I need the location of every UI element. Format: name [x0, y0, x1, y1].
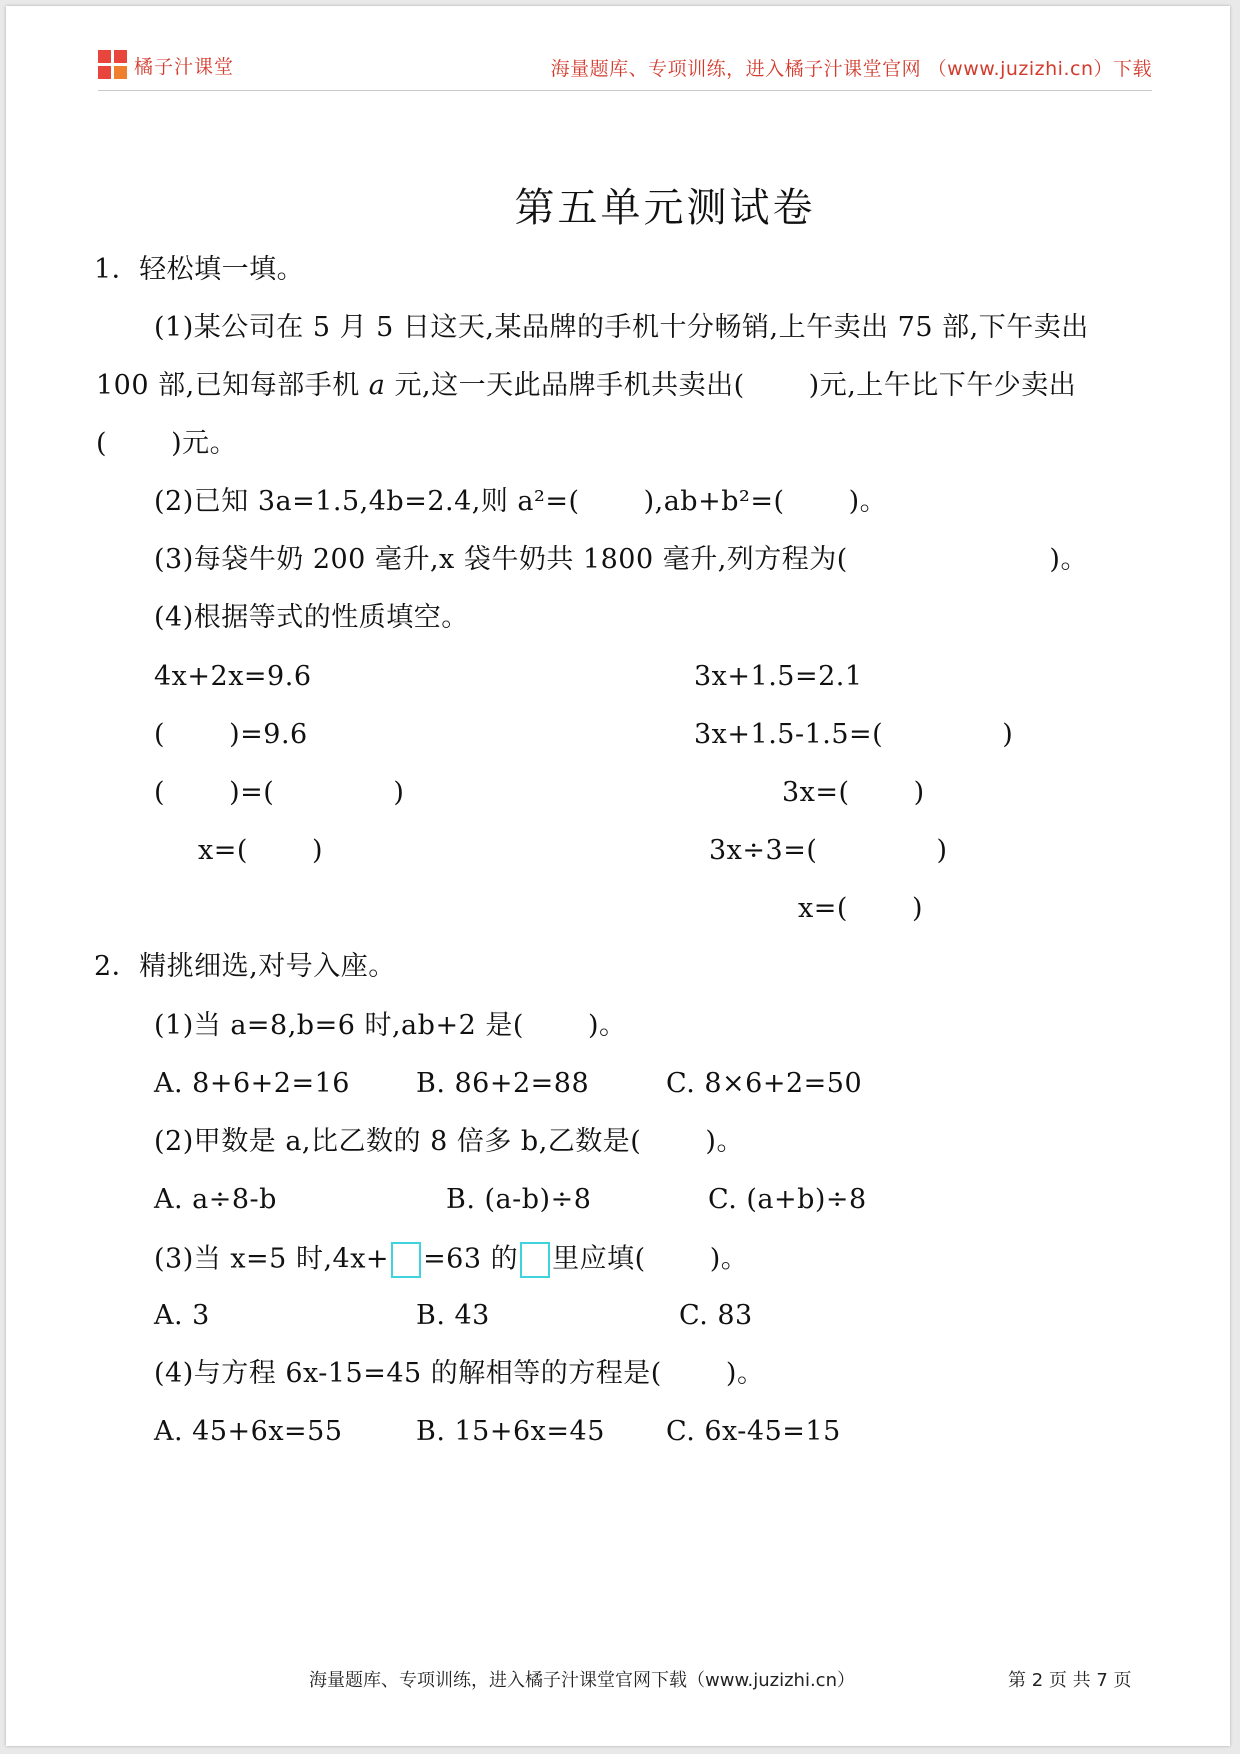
- s2-q2-option-b: B. (a-b)÷8: [446, 1184, 592, 1215]
- s2-q3-option-c: C. 83: [679, 1300, 753, 1331]
- s2-q1: (1)当 a=8,b=6 时,ab+2 是( )。: [154, 1010, 627, 1041]
- s2-q1-option-a: A. 8+6+2=16: [154, 1068, 350, 1099]
- s2-q3-text-b: =63 的: [423, 1243, 519, 1275]
- right-equation-5: x=( ): [798, 893, 923, 924]
- s2-q2-option-c: C. (a+b)÷8: [708, 1184, 867, 1215]
- logo-icon: [98, 50, 128, 80]
- section2-heading: 2．精挑细选,对号入座。: [94, 951, 396, 982]
- s1-q1-line3: ( )元。: [96, 428, 238, 459]
- s2-q3-option-b: B. 43: [416, 1300, 490, 1331]
- s2-q1-option-c: C. 8×6+2=50: [666, 1068, 863, 1099]
- brand-logo: [98, 50, 234, 80]
- s2-q4: (4)与方程 6x-15=45 的解相等的方程是( )。: [154, 1358, 765, 1389]
- document-page: [6, 6, 1230, 1746]
- section1-heading: 1．轻松填一填。: [94, 254, 305, 285]
- right-equation-3: 3x=( ): [782, 777, 925, 808]
- right-equation-1: 3x+1.5=2.1: [694, 661, 863, 692]
- s1-q1-variable: a: [368, 370, 386, 401]
- left-equation-3: ( )=( ): [154, 777, 405, 808]
- s1-q1-line2-a: 100 部,已知每部手机: [96, 370, 369, 401]
- s1-q1-line1: (1)某公司在 5 月 5 日这天,某品牌的手机十分畅销,上午卖出 75 部,下午卖出: [154, 312, 1089, 343]
- s2-q3-option-a: A. 3: [154, 1300, 210, 1331]
- page-number: 第 2 页 共 7 页: [1008, 1670, 1132, 1691]
- right-equation-2: 3x+1.5-1.5=( ): [694, 719, 1014, 750]
- s1-q3: (3)每袋牛奶 200 毫升,x 袋牛奶共 1800 毫升,列方程为( )。: [154, 544, 1088, 575]
- s2-q3-text-a: (3)当 x=5 时,4x+: [154, 1243, 390, 1275]
- left-equation-4: x=( ): [198, 835, 323, 866]
- right-equation-4: 3x÷3=( ): [709, 835, 948, 866]
- s1-q4: (4)根据等式的性质填空。: [154, 602, 469, 633]
- header-tagline: 海量题库、专项训练，进入橘子汁课堂官网 （www.juzizhi.cn）下载: [550, 58, 1152, 80]
- s2-q3-text-c: 里应填( )。: [552, 1243, 749, 1275]
- s2-q4-option-c: C. 6x-45=15: [666, 1416, 841, 1447]
- s1-q1-line2-b: 元,这一天此品牌手机共卖出( )元,上午比下午少卖出: [385, 370, 1077, 401]
- footer-text: 海量题库、专项训练，进入橘子汁课堂官网下载（www.juzizhi.cn）: [309, 1670, 855, 1691]
- blank-box-2: [520, 1242, 550, 1278]
- s2-q2: (2)甲数是 a,比乙数的 8 倍多 b,乙数是( )。: [154, 1126, 744, 1157]
- s2-q4-option-a: A. 45+6x=55: [154, 1416, 343, 1447]
- s2-q2-option-a: A. a÷8-b: [154, 1184, 277, 1215]
- s1-q2: (2)已知 3a=1.5,4b=2.4,则 a²=( ),ab+b²=( )。: [154, 486, 888, 517]
- left-equation-2: ( )=9.6: [154, 719, 308, 750]
- s2-q1-option-b: B. 86+2=88: [416, 1068, 590, 1099]
- header-divider: [98, 90, 1152, 91]
- blank-box-1: [391, 1242, 421, 1278]
- s1-q1-line2: [96, 370, 1076, 402]
- page-title: 第五单元测试卷: [514, 185, 816, 231]
- left-equation-1: 4x+2x=9.6: [154, 661, 312, 692]
- s2-q3: [154, 1242, 748, 1278]
- brand-name: 橘子汁课堂: [134, 55, 235, 78]
- s2-q4-option-b: B. 15+6x=45: [416, 1416, 605, 1447]
